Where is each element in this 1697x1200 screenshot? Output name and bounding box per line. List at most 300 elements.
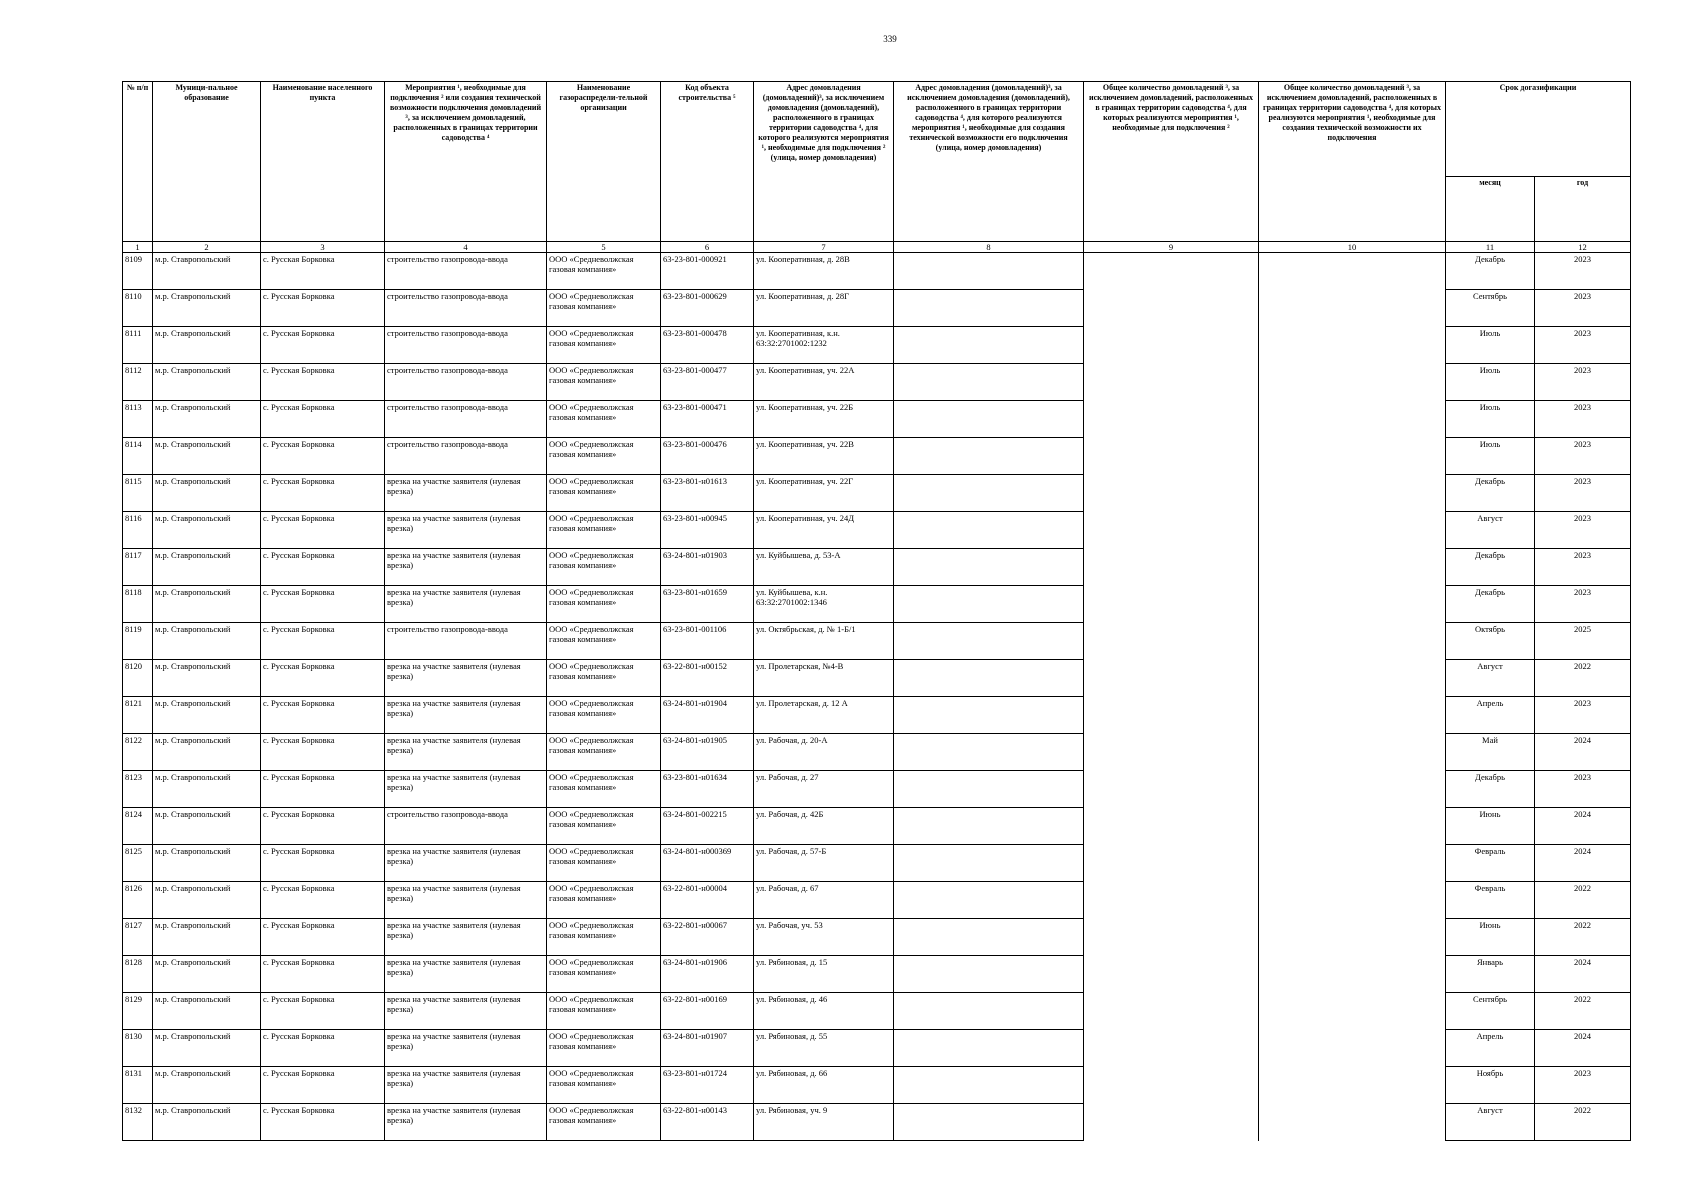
table-row [123, 919, 1631, 956]
header-municipality: Муници-пальное образование [153, 82, 261, 242]
cell-activity: строительство газопровода-ввода [385, 364, 547, 401]
cell-month: Август [1446, 1104, 1535, 1141]
table-row [123, 1030, 1631, 1067]
column-number: 4 [385, 242, 547, 253]
cell-address-technical [894, 1067, 1084, 1104]
cell-activity: врезка на участке заявителя (нулевая врезка) [385, 586, 547, 623]
cell-year: 2023 [1535, 253, 1631, 290]
column-number: 9 [1084, 242, 1259, 253]
cell-address-technical [894, 549, 1084, 586]
cell-address-technical [894, 586, 1084, 623]
cell-address-technical [894, 660, 1084, 697]
cell-year: 2024 [1535, 845, 1631, 882]
cell-object-code: 63-23-801-000477 [661, 364, 754, 401]
cell-month: Июль [1446, 327, 1535, 364]
cell-municipality: м.р. Ставропольский [153, 993, 261, 1030]
cell-count-technical [1259, 327, 1446, 364]
cell-count-technical [1259, 734, 1446, 771]
cell-num: 8121 [123, 697, 153, 734]
header-address-technical: Адрес домовладения (домовладений)³, за исключением домовладения (домовладений), расположенного в границах территории садоводства ⁴, для которого реализуются мероприятия ¹, необходимые для создания технической возможности его подключения (улица, номер домовладения) [894, 82, 1084, 242]
cell-month: Сентябрь [1446, 993, 1535, 1030]
cell-num: 8120 [123, 660, 153, 697]
cell-count-connection [1084, 1067, 1259, 1104]
cell-organization: ООО «Средневолжская газовая компания» [547, 660, 661, 697]
cell-year: 2024 [1535, 1030, 1631, 1067]
cell-settlement: с. Русская Борковка [261, 1030, 385, 1067]
cell-object-code: 63-23-801-000629 [661, 290, 754, 327]
cell-activity: врезка на участке заявителя (нулевая врезка) [385, 993, 547, 1030]
cell-municipality: м.р. Ставропольский [153, 1030, 261, 1067]
cell-num: 8128 [123, 956, 153, 993]
table-row [123, 697, 1631, 734]
cell-year: 2023 [1535, 1067, 1631, 1104]
cell-count-connection [1084, 475, 1259, 512]
cell-organization: ООО «Средневолжская газовая компания» [547, 475, 661, 512]
cell-num: 8118 [123, 586, 153, 623]
cell-count-connection [1084, 734, 1259, 771]
cell-year: 2023 [1535, 586, 1631, 623]
cell-object-code: 63-23-801-001106 [661, 623, 754, 660]
cell-municipality: м.р. Ставропольский [153, 401, 261, 438]
cell-year: 2023 [1535, 475, 1631, 512]
cell-year: 2023 [1535, 512, 1631, 549]
cell-organization: ООО «Средневолжская газовая компания» [547, 253, 661, 290]
cell-municipality: м.р. Ставропольский [153, 660, 261, 697]
cell-address: ул. Октябрьская, д. № 1-Б/1 [754, 623, 894, 660]
header-month: месяц [1446, 177, 1535, 242]
cell-year: 2022 [1535, 993, 1631, 1030]
cell-count-connection [1084, 549, 1259, 586]
cell-num: 8110 [123, 290, 153, 327]
cell-municipality: м.р. Ставропольский [153, 623, 261, 660]
table-row [123, 253, 1631, 290]
cell-address: ул. Рабочая, д. 57-Б [754, 845, 894, 882]
cell-count-technical [1259, 956, 1446, 993]
cell-object-code: 63-22-801-н00152 [661, 660, 754, 697]
column-number: 6 [661, 242, 754, 253]
cell-organization: ООО «Средневолжская газовая компания» [547, 1030, 661, 1067]
cell-count-connection [1084, 660, 1259, 697]
table-row [123, 438, 1631, 475]
cell-organization: ООО «Средневолжская газовая компания» [547, 623, 661, 660]
cell-municipality: м.р. Ставропольский [153, 1104, 261, 1141]
cell-count-technical [1259, 475, 1446, 512]
cell-address: ул. Рябиновая, д. 66 [754, 1067, 894, 1104]
cell-settlement: с. Русская Борковка [261, 586, 385, 623]
cell-address-technical [894, 845, 1084, 882]
cell-activity: строительство газопровода-ввода [385, 327, 547, 364]
cell-object-code: 63-24-801-н01904 [661, 697, 754, 734]
cell-count-connection [1084, 512, 1259, 549]
cell-object-code: 63-23-801-н01724 [661, 1067, 754, 1104]
cell-settlement: с. Русская Борковка [261, 882, 385, 919]
cell-month: Декабрь [1446, 475, 1535, 512]
column-number: 10 [1259, 242, 1446, 253]
cell-address-technical [894, 808, 1084, 845]
cell-count-technical [1259, 845, 1446, 882]
cell-month: Декабрь [1446, 253, 1535, 290]
cell-month: Август [1446, 660, 1535, 697]
cell-object-code: 63-23-801-н01613 [661, 475, 754, 512]
cell-month: Декабрь [1446, 771, 1535, 808]
cell-address: ул. Кооперативная, д. 28В [754, 253, 894, 290]
cell-year: 2022 [1535, 1104, 1631, 1141]
cell-settlement: с. Русская Борковка [261, 734, 385, 771]
cell-activity: врезка на участке заявителя (нулевая врезка) [385, 475, 547, 512]
cell-activity: врезка на участке заявителя (нулевая врезка) [385, 1067, 547, 1104]
page-number: 339 [883, 34, 897, 44]
cell-address: ул. Рябиновая, д. 46 [754, 993, 894, 1030]
cell-month: Апрель [1446, 697, 1535, 734]
table-header [123, 82, 1631, 242]
header-activities: Мероприятия ¹, необходимые для подключения ² или создания технической возможности подключения домовладений ³, за исключением домовладений, расположенных в границах территории садоводства ⁴ [385, 82, 547, 242]
table-row [123, 549, 1631, 586]
cell-year: 2023 [1535, 290, 1631, 327]
header-year: год [1535, 177, 1631, 242]
column-number: 8 [894, 242, 1084, 253]
header-object-code: Код объекта строительства ⁵ [661, 82, 754, 242]
cell-num: 8119 [123, 623, 153, 660]
cell-count-technical [1259, 401, 1446, 438]
cell-municipality: м.р. Ставропольский [153, 438, 261, 475]
header-term: Срок догазификации [1446, 82, 1631, 177]
cell-address: ул. Рабочая, д. 67 [754, 882, 894, 919]
cell-count-technical [1259, 993, 1446, 1030]
gasification-table-container [122, 81, 1630, 1141]
cell-activity: строительство газопровода-ввода [385, 253, 547, 290]
cell-address-technical [894, 253, 1084, 290]
cell-address: ул. Рябиновая, уч. 9 [754, 1104, 894, 1141]
cell-settlement: с. Русская Борковка [261, 697, 385, 734]
cell-address-technical [894, 438, 1084, 475]
cell-address-technical [894, 734, 1084, 771]
cell-object-code: 63-24-801-н01907 [661, 1030, 754, 1067]
cell-count-technical [1259, 1104, 1446, 1141]
cell-year: 2023 [1535, 438, 1631, 475]
cell-address: ул. Рабочая, д. 20-А [754, 734, 894, 771]
cell-count-connection [1084, 253, 1259, 290]
cell-count-connection [1084, 438, 1259, 475]
cell-num: 8124 [123, 808, 153, 845]
cell-count-connection [1084, 364, 1259, 401]
cell-count-connection [1084, 919, 1259, 956]
cell-organization: ООО «Средневолжская газовая компания» [547, 956, 661, 993]
cell-count-technical [1259, 660, 1446, 697]
cell-month: Сентябрь [1446, 290, 1535, 327]
cell-municipality: м.р. Ставропольский [153, 512, 261, 549]
cell-num: 8109 [123, 253, 153, 290]
cell-object-code: 63-24-801-002215 [661, 808, 754, 845]
cell-count-connection [1084, 327, 1259, 364]
cell-address: ул. Пролетарская, №4-В [754, 660, 894, 697]
cell-settlement: с. Русская Борковка [261, 512, 385, 549]
column-number: 12 [1535, 242, 1631, 253]
cell-year: 2023 [1535, 327, 1631, 364]
cell-year: 2024 [1535, 956, 1631, 993]
cell-address-technical [894, 512, 1084, 549]
cell-address: ул. Рабочая, д. 42Б [754, 808, 894, 845]
cell-month: Февраль [1446, 845, 1535, 882]
cell-settlement: с. Русская Борковка [261, 623, 385, 660]
cell-municipality: м.р. Ставропольский [153, 253, 261, 290]
cell-year: 2023 [1535, 364, 1631, 401]
table-row [123, 771, 1631, 808]
cell-activity: строительство газопровода-ввода [385, 623, 547, 660]
table-row [123, 475, 1631, 512]
cell-month: Август [1446, 512, 1535, 549]
cell-object-code: 63-23-801-н01659 [661, 586, 754, 623]
cell-object-code: 63-23-801-000478 [661, 327, 754, 364]
cell-settlement: с. Русская Борковка [261, 475, 385, 512]
cell-object-code: 63-22-801-н00143 [661, 1104, 754, 1141]
cell-count-connection [1084, 586, 1259, 623]
cell-num: 8112 [123, 364, 153, 401]
cell-address: ул. Кооперативная, к.н. 63:32:2701002:1232 [754, 327, 894, 364]
cell-address-technical [894, 475, 1084, 512]
cell-month: Апрель [1446, 1030, 1535, 1067]
cell-num: 8122 [123, 734, 153, 771]
cell-object-code: 63-24-801-н000369 [661, 845, 754, 882]
cell-num: 8130 [123, 1030, 153, 1067]
cell-organization: ООО «Средневолжская газовая компания» [547, 919, 661, 956]
cell-activity: врезка на участке заявителя (нулевая врезка) [385, 549, 547, 586]
table-row [123, 512, 1631, 549]
table-row [123, 586, 1631, 623]
cell-object-code: 63-22-801-н00004 [661, 882, 754, 919]
cell-year: 2022 [1535, 919, 1631, 956]
cell-activity: врезка на участке заявителя (нулевая врезка) [385, 660, 547, 697]
table-row [123, 1104, 1631, 1141]
cell-object-code: 63-22-801-н00169 [661, 993, 754, 1030]
cell-num: 8116 [123, 512, 153, 549]
cell-municipality: м.р. Ставропольский [153, 697, 261, 734]
cell-num: 8126 [123, 882, 153, 919]
table-row [123, 993, 1631, 1030]
cell-municipality: м.р. Ставропольский [153, 882, 261, 919]
cell-address: ул. Кооперативная, уч. 22Г [754, 475, 894, 512]
table-row [123, 808, 1631, 845]
column-number: 1 [123, 242, 153, 253]
header-count-connection: Общее количество домовладений ³, за исключением домовладений, расположенных в границах территории садоводства ⁴, для которых реализуются мероприятия ¹, необходимые для подключения ² [1084, 82, 1259, 242]
cell-municipality: м.р. Ставропольский [153, 290, 261, 327]
table-row [123, 660, 1631, 697]
cell-settlement: с. Русская Борковка [261, 290, 385, 327]
table-row [123, 845, 1631, 882]
cell-municipality: м.р. Ставропольский [153, 327, 261, 364]
cell-address-technical [894, 364, 1084, 401]
cell-num: 8113 [123, 401, 153, 438]
cell-num: 8114 [123, 438, 153, 475]
cell-count-connection [1084, 845, 1259, 882]
cell-organization: ООО «Средневолжская газовая компания» [547, 512, 661, 549]
cell-activity: врезка на участке заявителя (нулевая врезка) [385, 734, 547, 771]
cell-activity: врезка на участке заявителя (нулевая врезка) [385, 512, 547, 549]
cell-object-code: 63-24-801-н01905 [661, 734, 754, 771]
cell-address-technical [894, 919, 1084, 956]
table-row [123, 401, 1631, 438]
cell-settlement: с. Русская Борковка [261, 401, 385, 438]
cell-count-technical [1259, 290, 1446, 327]
table-row [123, 364, 1631, 401]
cell-count-connection [1084, 808, 1259, 845]
table-row [123, 623, 1631, 660]
cell-year: 2023 [1535, 549, 1631, 586]
cell-address-technical [894, 882, 1084, 919]
cell-activity: врезка на участке заявителя (нулевая врезка) [385, 1104, 547, 1141]
cell-year: 2024 [1535, 808, 1631, 845]
cell-organization: ООО «Средневолжская газовая компания» [547, 808, 661, 845]
cell-count-connection [1084, 956, 1259, 993]
cell-count-technical [1259, 919, 1446, 956]
cell-num: 8111 [123, 327, 153, 364]
cell-num: 8132 [123, 1104, 153, 1141]
cell-settlement: с. Русская Борковка [261, 438, 385, 475]
cell-settlement: с. Русская Борковка [261, 549, 385, 586]
cell-object-code: 63-23-801-н00945 [661, 512, 754, 549]
cell-object-code: 63-24-801-н01903 [661, 549, 754, 586]
cell-settlement: с. Русская Борковка [261, 956, 385, 993]
cell-count-technical [1259, 771, 1446, 808]
cell-year: 2023 [1535, 401, 1631, 438]
cell-organization: ООО «Средневолжская газовая компания» [547, 734, 661, 771]
cell-organization: ООО «Средневолжская газовая компания» [547, 1067, 661, 1104]
table-row [123, 956, 1631, 993]
cell-settlement: с. Русская Борковка [261, 253, 385, 290]
cell-address-technical [894, 771, 1084, 808]
cell-month: Июль [1446, 438, 1535, 475]
cell-num: 8123 [123, 771, 153, 808]
cell-organization: ООО «Средневолжская газовая компания» [547, 290, 661, 327]
cell-address-technical [894, 401, 1084, 438]
cell-count-technical [1259, 623, 1446, 660]
cell-municipality: м.р. Ставропольский [153, 956, 261, 993]
header-num: № п/п [123, 82, 153, 242]
cell-activity: врезка на участке заявителя (нулевая врезка) [385, 697, 547, 734]
cell-count-technical [1259, 586, 1446, 623]
cell-organization: ООО «Средневолжская газовая компания» [547, 845, 661, 882]
cell-settlement: с. Русская Борковка [261, 771, 385, 808]
column-number: 3 [261, 242, 385, 253]
cell-activity: врезка на участке заявителя (нулевая врезка) [385, 771, 547, 808]
cell-organization: ООО «Средневолжская газовая компания» [547, 697, 661, 734]
table-row [123, 1067, 1631, 1104]
header-count-technical: Общее количество домовладений ³, за исключением домовладений, расположенных в границах территории садоводства ⁴, для которых реализуются мероприятия ¹, необходимые для создания технической возможности их подключения [1259, 82, 1446, 242]
cell-municipality: м.р. Ставропольский [153, 586, 261, 623]
cell-num: 8129 [123, 993, 153, 1030]
cell-activity: врезка на участке заявителя (нулевая врезка) [385, 956, 547, 993]
cell-activity: строительство газопровода-ввода [385, 401, 547, 438]
table-row [123, 327, 1631, 364]
table-body [123, 242, 1631, 1141]
cell-month: Ноябрь [1446, 1067, 1535, 1104]
cell-municipality: м.р. Ставропольский [153, 919, 261, 956]
cell-activity: врезка на участке заявителя (нулевая врезка) [385, 845, 547, 882]
cell-settlement: с. Русская Борковка [261, 327, 385, 364]
cell-organization: ООО «Средневолжская газовая компания» [547, 401, 661, 438]
column-number: 5 [547, 242, 661, 253]
cell-activity: строительство газопровода-ввода [385, 290, 547, 327]
cell-count-technical [1259, 253, 1446, 290]
cell-activity: врезка на участке заявителя (нулевая врезка) [385, 919, 547, 956]
cell-month: Февраль [1446, 882, 1535, 919]
cell-address-technical [894, 623, 1084, 660]
cell-address: ул. Рябиновая, д. 55 [754, 1030, 894, 1067]
cell-address: ул. Куйбышева, д. 53-А [754, 549, 894, 586]
cell-object-code: 63-23-801-000476 [661, 438, 754, 475]
cell-count-technical [1259, 438, 1446, 475]
cell-year: 2024 [1535, 734, 1631, 771]
cell-address-technical [894, 290, 1084, 327]
cell-year: 2022 [1535, 660, 1631, 697]
cell-organization: ООО «Средневолжская газовая компания» [547, 993, 661, 1030]
cell-organization: ООО «Средневолжская газовая компания» [547, 438, 661, 475]
cell-object-code: 63-23-801-н01634 [661, 771, 754, 808]
cell-organization: ООО «Средневолжская газовая компания» [547, 549, 661, 586]
cell-address: ул. Куйбышева, к.н. 63:32:2701002:1346 [754, 586, 894, 623]
cell-count-connection [1084, 1104, 1259, 1141]
cell-count-technical [1259, 1067, 1446, 1104]
cell-organization: ООО «Средневолжская газовая компания» [547, 882, 661, 919]
cell-count-connection [1084, 1030, 1259, 1067]
cell-municipality: м.р. Ставропольский [153, 364, 261, 401]
cell-address: ул. Пролетарская, д. 12 А [754, 697, 894, 734]
cell-count-connection [1084, 401, 1259, 438]
cell-address: ул. Кооперативная, уч. 22А [754, 364, 894, 401]
cell-object-code: 63-22-801-н00067 [661, 919, 754, 956]
cell-year: 2023 [1535, 771, 1631, 808]
cell-organization: ООО «Средневолжская газовая компания» [547, 586, 661, 623]
cell-month: Январь [1446, 956, 1535, 993]
cell-municipality: м.р. Ставропольский [153, 475, 261, 512]
cell-activity: строительство газопровода-ввода [385, 438, 547, 475]
cell-count-technical [1259, 364, 1446, 401]
cell-month: Июнь [1446, 919, 1535, 956]
cell-year: 2025 [1535, 623, 1631, 660]
cell-municipality: м.р. Ставропольский [153, 771, 261, 808]
cell-activity: врезка на участке заявителя (нулевая врезка) [385, 1030, 547, 1067]
cell-month: Декабрь [1446, 549, 1535, 586]
cell-count-technical [1259, 1030, 1446, 1067]
cell-object-code: 63-23-801-000921 [661, 253, 754, 290]
cell-address-technical [894, 993, 1084, 1030]
cell-num: 8125 [123, 845, 153, 882]
cell-activity: врезка на участке заявителя (нулевая врезка) [385, 882, 547, 919]
cell-settlement: с. Русская Борковка [261, 1067, 385, 1104]
header-settlement: Наименование населенного пункта [261, 82, 385, 242]
cell-month: Май [1446, 734, 1535, 771]
cell-activity: строительство газопровода-ввода [385, 808, 547, 845]
cell-month: Июль [1446, 401, 1535, 438]
cell-settlement: с. Русская Борковка [261, 993, 385, 1030]
cell-month: Октябрь [1446, 623, 1535, 660]
cell-address: ул. Кооперативная, уч. 22Б [754, 401, 894, 438]
cell-address: ул. Рябиновая, д. 15 [754, 956, 894, 993]
cell-organization: ООО «Средневолжская газовая компания» [547, 771, 661, 808]
cell-month: Декабрь [1446, 586, 1535, 623]
cell-count-connection [1084, 290, 1259, 327]
column-number: 11 [1446, 242, 1535, 253]
cell-address-technical [894, 697, 1084, 734]
column-numbers-row [123, 242, 1631, 253]
cell-count-connection [1084, 623, 1259, 660]
cell-organization: ООО «Средневолжская газовая компания» [547, 364, 661, 401]
cell-address-technical [894, 1030, 1084, 1067]
cell-organization: ООО «Средневолжская газовая компания» [547, 327, 661, 364]
column-number: 2 [153, 242, 261, 253]
cell-municipality: м.р. Ставропольский [153, 734, 261, 771]
cell-num: 8117 [123, 549, 153, 586]
table-row [123, 734, 1631, 771]
